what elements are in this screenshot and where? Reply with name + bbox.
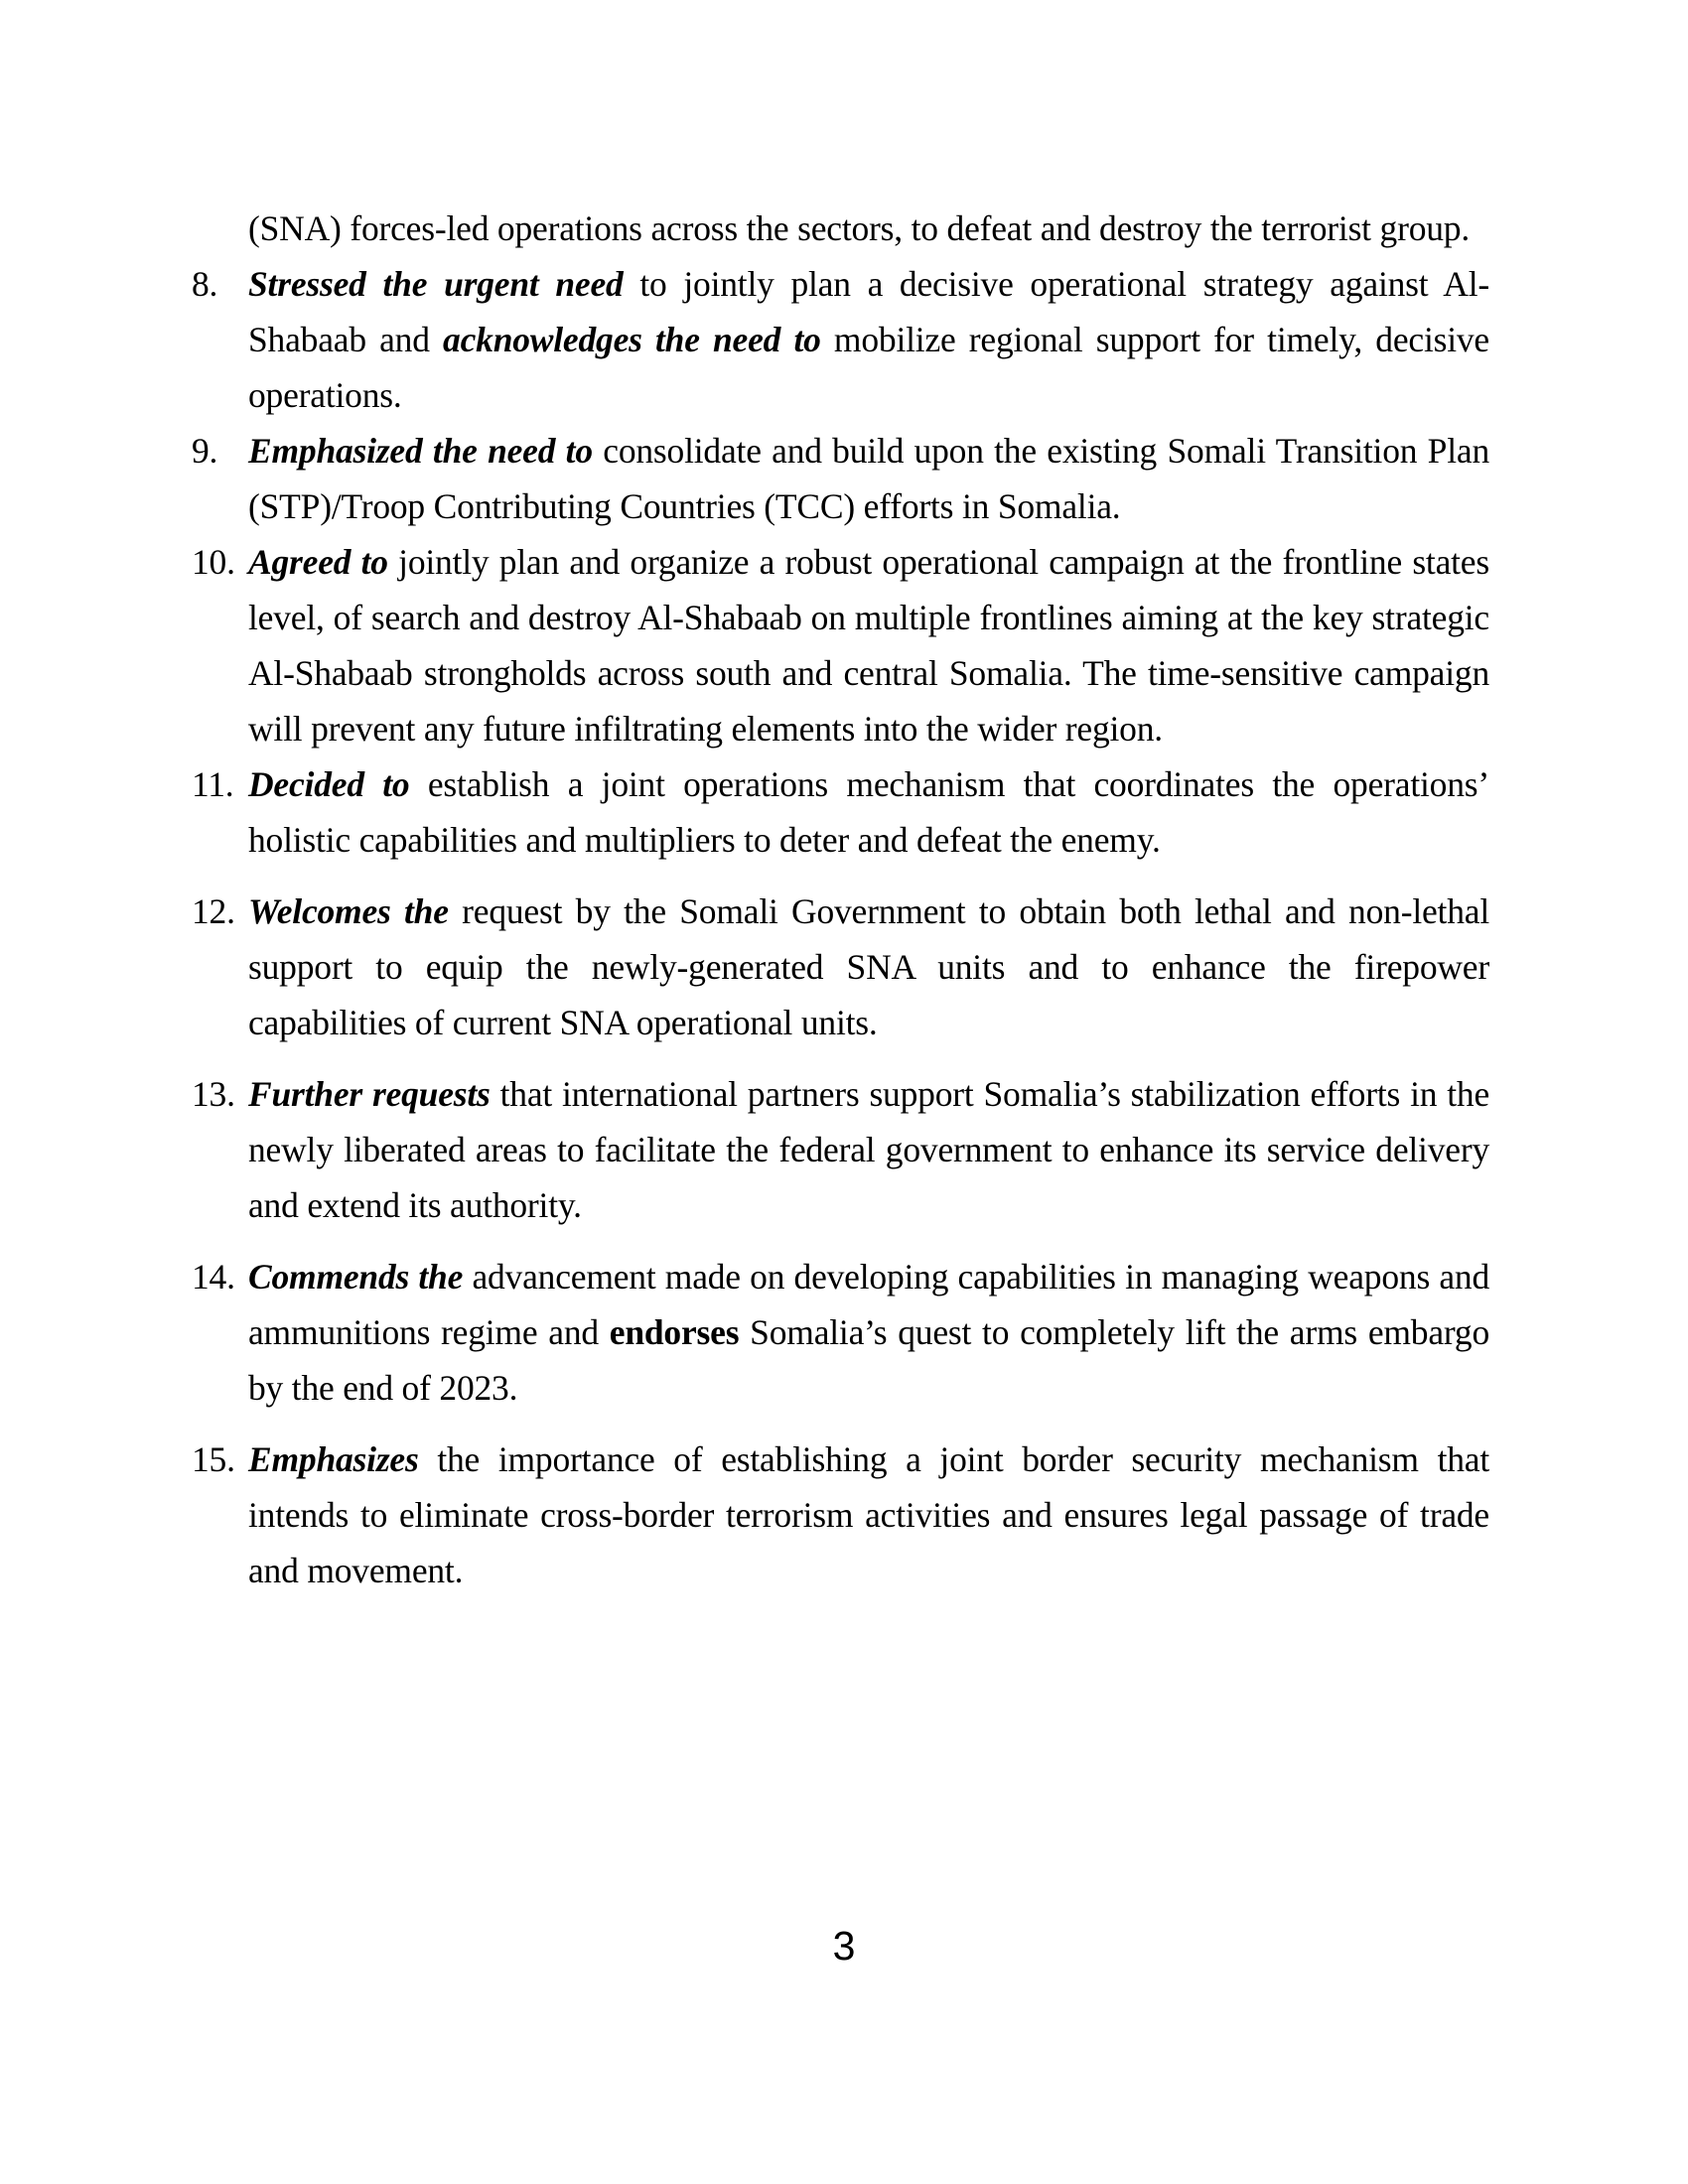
item-number-9: 9. [192,431,218,471]
text-run-bold-italic: Decided to [248,764,410,804]
list-item-11 [192,756,1489,868]
text-run-regular: Somalia’s quest to completely lift the arms embargo by the end of 2023. [248,1312,1489,1408]
text-run-regular: establish a joint operations mechanism that coordinates the operations’ holistic capabilities and multipliers to deter and defeat the enemy. [248,764,1489,860]
page-number: 3 [832,1923,856,1969]
text-run-regular: jointly plan and organize a robust operational campaign at the frontline states level, of search and destroy Al-Shabaab on multiple frontlines aiming at the key strategic Al-Shabaab strongholds across south and central Somalia. The time-sensitive campaign will prevent any future infiltrating elements into the wider region. [248,542,1489,749]
text-run-regular: that international partners support Somalia’s stabilization efforts in the newly liberated areas to facilitate the federal government to enhance its service delivery and extend its authority. [248,1074,1489,1225]
text-run-bold-italic: Emphasized the need to [248,431,593,471]
text-run-regular: the importance of establishing a joint border security mechanism that intends to eliminate cross-border terrorism activities and ensures legal passage of trade and movement. [248,1439,1489,1590]
document-body [192,201,1489,1598]
list-item-12 [192,884,1489,1050]
paragraph-fragment [248,201,1489,256]
text-run-bold-italic: Agreed to [248,542,388,582]
text-run-regular: consolidate and build upon the existing Somali Transition Plan (STP)/Troop Contributing Countries (TCC) efforts in Somalia. [248,431,1489,526]
list-item-15 [192,1432,1489,1598]
item-number-12: 12. [192,891,235,931]
text-run-bold-italic: Stressed the urgent need [248,264,624,304]
text-run-regular: (SNA) forces-led operations across the sectors, to defeat and destroy the terrorist group. [248,208,1471,248]
item-number-8: 8. [192,264,218,304]
item-number-11: 11. [192,764,234,804]
text-run-regular: request by the Somali Government to obtain both lethal and non-lethal support to equip the newly-generated SNA units and to enhance the firepower capabilities of current SNA operational units. [248,891,1489,1042]
item-number-15: 15. [192,1439,235,1479]
text-run-bold: endorses [609,1312,740,1352]
text-run-regular: to jointly plan a decisive operational strategy against Al-Shabaab and [248,264,1489,359]
list-item-13 [192,1066,1489,1233]
item-number-14: 14. [192,1257,235,1297]
item-number-10: 10. [192,542,235,582]
list-item-8 [192,256,1489,423]
text-run-regular: advancement made on developing capabilities in managing weapons and ammunitions regime and [248,1257,1489,1352]
list-item-10 [192,534,1489,756]
item-number-13: 13. [192,1074,235,1114]
text-run-bold-italic: Commends the [248,1257,464,1297]
text-run-bold-italic: Emphasizes [248,1439,419,1479]
list-item-14 [192,1249,1489,1416]
text-run-bold-italic: acknowledges the need to [443,320,821,359]
text-run-regular: mobilize regional support for timely, decisive operations. [248,320,1489,415]
list-item-9 [192,423,1489,534]
text-run-bold-italic: Welcomes the [248,891,449,931]
text-run-bold-italic: Further requests [248,1074,491,1114]
